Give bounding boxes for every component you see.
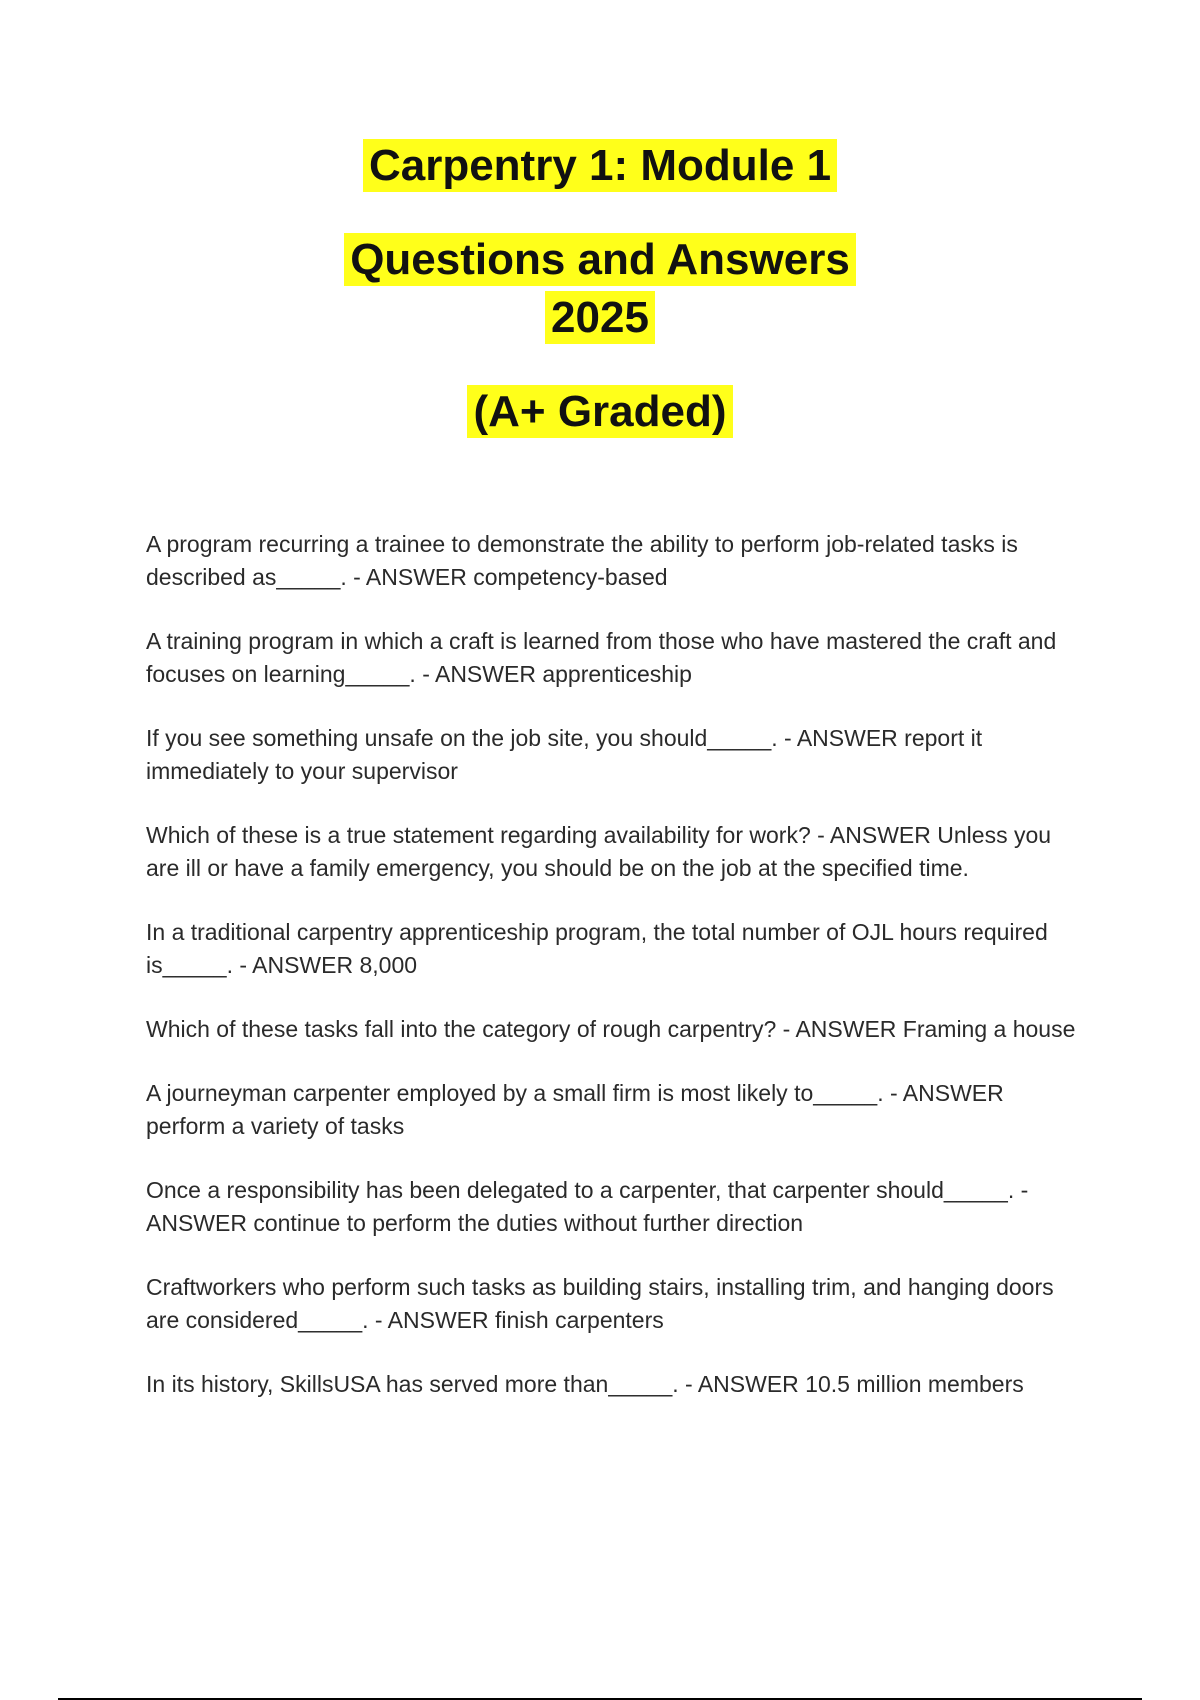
title-highlight-1: Carpentry 1: Module 1 xyxy=(363,139,837,192)
title-highlight-3: 2025 xyxy=(545,291,655,344)
qa-item: If you see something unsafe on the job site, you should_____. - ANSWER report it immediately to your supervisor xyxy=(146,725,983,784)
qa-item: Which of these is a true statement regarding availability for work? - ANSWER Unless you are ill or have a family emergency, you should be on the job at the specified time. xyxy=(146,822,1052,881)
title-line-4 xyxy=(0,386,1200,438)
qa-item: A journeyman carpenter employed by a small firm is most likely to_____. - ANSWER perform a variety of tasks xyxy=(146,1080,1004,1139)
title-block xyxy=(0,140,1200,438)
title-line-2 xyxy=(0,234,1200,286)
qa-item: Craftworkers who perform such tasks as building stairs, installing trim, and hanging doors are considered_____. - ANSWER finish carpenters xyxy=(146,1274,1054,1333)
title-line-3 xyxy=(0,292,1200,344)
qa-item: Which of these tasks fall into the category of rough carpentry? - ANSWER Framing a house xyxy=(146,1016,1076,1042)
title-highlight-4: (A+ Graded) xyxy=(467,385,732,438)
qa-item: A training program in which a craft is learned from those who have mastered the craft and focuses on learning_____. - ANSWER apprenticeship xyxy=(146,628,1057,687)
qa-item: Once a responsibility has been delegated to a carpenter, that carpenter should_____. - ANSWER continue to perform the duties without further direction xyxy=(146,1177,1029,1236)
qa-item: In its history, SkillsUSA has served more than_____. - ANSWER 10.5 million members xyxy=(146,1371,1024,1397)
title-highlight-2: Questions and Answers xyxy=(344,233,856,286)
qa-item: In a traditional carpentry apprenticeship program, the total number of OJL hours required is_____. - ANSWER 8,000 xyxy=(146,919,1048,978)
qa-item: A program recurring a trainee to demonstrate the ability to perform job-related tasks is described as_____. - ANSWER competency-based xyxy=(146,531,1018,590)
qa-list xyxy=(146,528,1086,1432)
title-line-1 xyxy=(0,140,1200,192)
